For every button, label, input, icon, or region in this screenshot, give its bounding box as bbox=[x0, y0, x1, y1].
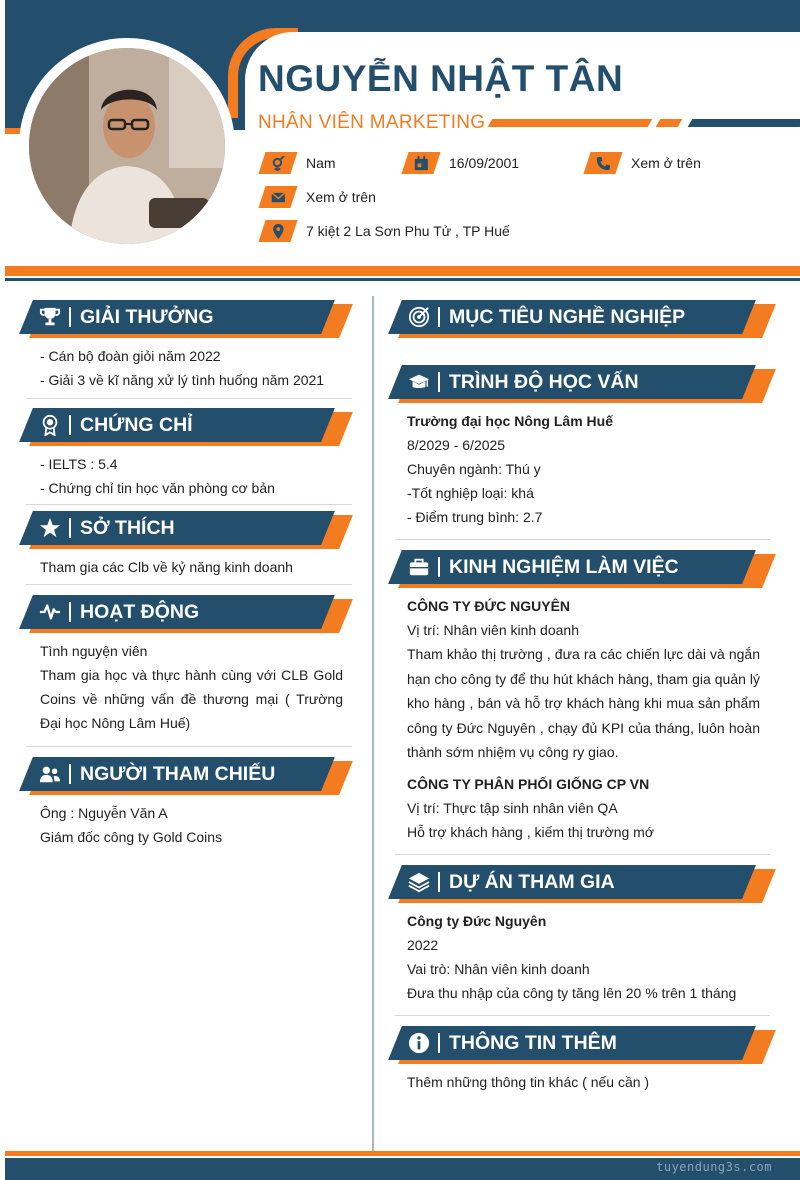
phone-icon bbox=[596, 156, 611, 171]
section-awards-header bbox=[26, 300, 346, 338]
section-divider bbox=[26, 584, 352, 585]
section-projects-header bbox=[395, 865, 770, 903]
section-divider bbox=[395, 1015, 770, 1016]
role-decor-bar bbox=[488, 119, 653, 127]
job-description: Tham khảo thị trường , đưa ra các chiến lực dài và ngắn hạn cho công ty để thu hút khách hàng, tham gia quản lý kho hàng , bán và hỗ trợ khách hàng khi mua sản phẩm công ty Đức Nguyên , chạy đủ KPI của tháng, luôn hoàn thành sớm nhiệm vụ công ry giao. bbox=[407, 646, 760, 760]
reference-line: Giám đốc công ty Gold Coins bbox=[40, 829, 223, 845]
birthdate-info bbox=[405, 152, 519, 174]
watermark: tuyendung3s.com bbox=[656, 1160, 772, 1174]
birthdate-value: 16/09/2001 bbox=[449, 155, 520, 171]
phone-info bbox=[587, 152, 701, 174]
education-gpa: - Điểm trung bình: 2.7 bbox=[407, 509, 543, 525]
layers-icon bbox=[407, 870, 431, 894]
graduation-cap-icon bbox=[407, 370, 431, 394]
section-title: GIẢI THƯỞNG bbox=[80, 306, 214, 328]
section-title: TRÌNH ĐỘ HỌC VẤN bbox=[449, 371, 639, 393]
section-title: SỞ THÍCH bbox=[80, 517, 175, 539]
header-divider-blue bbox=[5, 278, 800, 281]
section-references-header bbox=[26, 757, 346, 795]
gender-info bbox=[262, 152, 336, 174]
activity-line: Tình nguyện viên bbox=[40, 643, 148, 659]
address-info bbox=[262, 220, 510, 242]
project-result: Đưa thu nhập của công ty tăng lên 20 % trên 1 tháng bbox=[407, 985, 737, 1001]
role-decor-bar bbox=[656, 119, 683, 127]
school-name: Trường đại học Nông Lâm Huế bbox=[407, 413, 613, 429]
avatar bbox=[29, 48, 225, 244]
job-description: Hỗ trợ khách hàng , kiếm thị trường mớ bbox=[407, 824, 655, 840]
section-activities-header bbox=[26, 595, 346, 633]
reference-line: Ông : Nguyễn Văn A bbox=[40, 805, 168, 821]
award-item: - Giải 3 về kĩ năng xử lý tình huống năm 2021 bbox=[40, 372, 325, 388]
email-icon bbox=[271, 190, 286, 205]
job-position: Vị trí: Nhân viên kinh doanh bbox=[407, 622, 579, 638]
location-icon bbox=[271, 224, 286, 239]
job-position: Vị trí: Thực tập sinh nhân viên QA bbox=[407, 800, 618, 816]
education-period: 8/2029 - 6/2025 bbox=[407, 437, 506, 453]
section-divider bbox=[395, 854, 770, 855]
gender-icon bbox=[271, 156, 286, 171]
section-title: NGƯỜI THAM CHIẾU bbox=[80, 763, 276, 785]
project-role: Vai trò: Nhân viên kinh doanh bbox=[407, 961, 590, 977]
certificate-item: - IELTS : 5.4 bbox=[40, 456, 118, 472]
hobbies-text: Tham gia các Clb về kỷ năng kinh doanh bbox=[40, 559, 293, 575]
job-company: CÔNG TY ĐỨC NGUYÊN bbox=[407, 598, 571, 614]
section-title: HOẠT ĐỘNG bbox=[80, 601, 200, 623]
project-year: 2022 bbox=[407, 937, 439, 953]
calendar-icon bbox=[414, 156, 429, 171]
role-decor-bar bbox=[688, 119, 800, 127]
address-value: 7 kiệt 2 La Sơn Phu Tử , TP Huế bbox=[306, 223, 510, 239]
section-certificates-header bbox=[26, 408, 346, 446]
column-divider bbox=[372, 296, 374, 1156]
certificate-item: - Chứng chỉ tin học văn phòng cơ bản bbox=[40, 480, 275, 496]
award-item: - Cán bộ đoàn giỏi năm 2022 bbox=[40, 348, 221, 364]
section-divider bbox=[26, 504, 352, 505]
footer-line-orange bbox=[5, 1151, 800, 1156]
section-title: KINH NGHIỆM LÀM VIỆC bbox=[449, 556, 679, 578]
certificate-icon bbox=[38, 413, 62, 437]
briefcase-icon bbox=[407, 555, 431, 579]
education-grade: -Tốt nghiệp loại: khá bbox=[407, 485, 534, 501]
job-company: CÔNG TY PHÂN PHỐI GIỐNG CP VN bbox=[407, 776, 650, 792]
info-icon bbox=[407, 1031, 431, 1055]
more-info-text: Thêm những thông tin khác ( nếu cần ) bbox=[407, 1074, 650, 1090]
section-divider bbox=[26, 746, 352, 747]
section-title: CHỨNG CHỈ bbox=[80, 414, 193, 436]
section-experience-header bbox=[395, 550, 770, 588]
email-info bbox=[262, 186, 376, 208]
section-divider bbox=[395, 539, 770, 540]
section-divider bbox=[26, 398, 352, 399]
people-icon bbox=[38, 762, 62, 786]
project-company: Công ty Đức Nguyên bbox=[407, 913, 547, 929]
section-education-header bbox=[395, 365, 770, 403]
education-major: Chuyên ngành: Thú y bbox=[407, 461, 541, 477]
section-title: MỤC TIÊU NGHỀ NGHIỆP bbox=[449, 306, 686, 328]
phone-value: Xem ở trên bbox=[631, 155, 701, 171]
gender-value: Nam bbox=[306, 155, 336, 171]
star-icon bbox=[38, 516, 62, 540]
candidate-name: NGUYỄN NHẬT TÂN bbox=[258, 58, 624, 99]
section-title: DỰ ÁN THAM GIA bbox=[449, 871, 615, 893]
target-icon bbox=[407, 305, 431, 329]
candidate-role: NHÂN VIÊN MARKETING bbox=[258, 112, 486, 133]
section-title: THÔNG TIN THÊM bbox=[449, 1032, 617, 1054]
section-more-info-header bbox=[395, 1026, 770, 1064]
activity-line: Tham gia học và thực hành cùng với CLB Gold Coins về những vấn đề thương mại ( Trường Đại học Nông Lâm Huế) bbox=[40, 667, 343, 731]
header-divider-orange bbox=[5, 266, 800, 276]
pulse-icon bbox=[38, 600, 62, 624]
section-objective-header bbox=[395, 300, 770, 338]
email-value: Xem ở trên bbox=[306, 189, 376, 205]
section-hobbies-header bbox=[26, 511, 346, 549]
trophy-icon bbox=[38, 305, 62, 329]
